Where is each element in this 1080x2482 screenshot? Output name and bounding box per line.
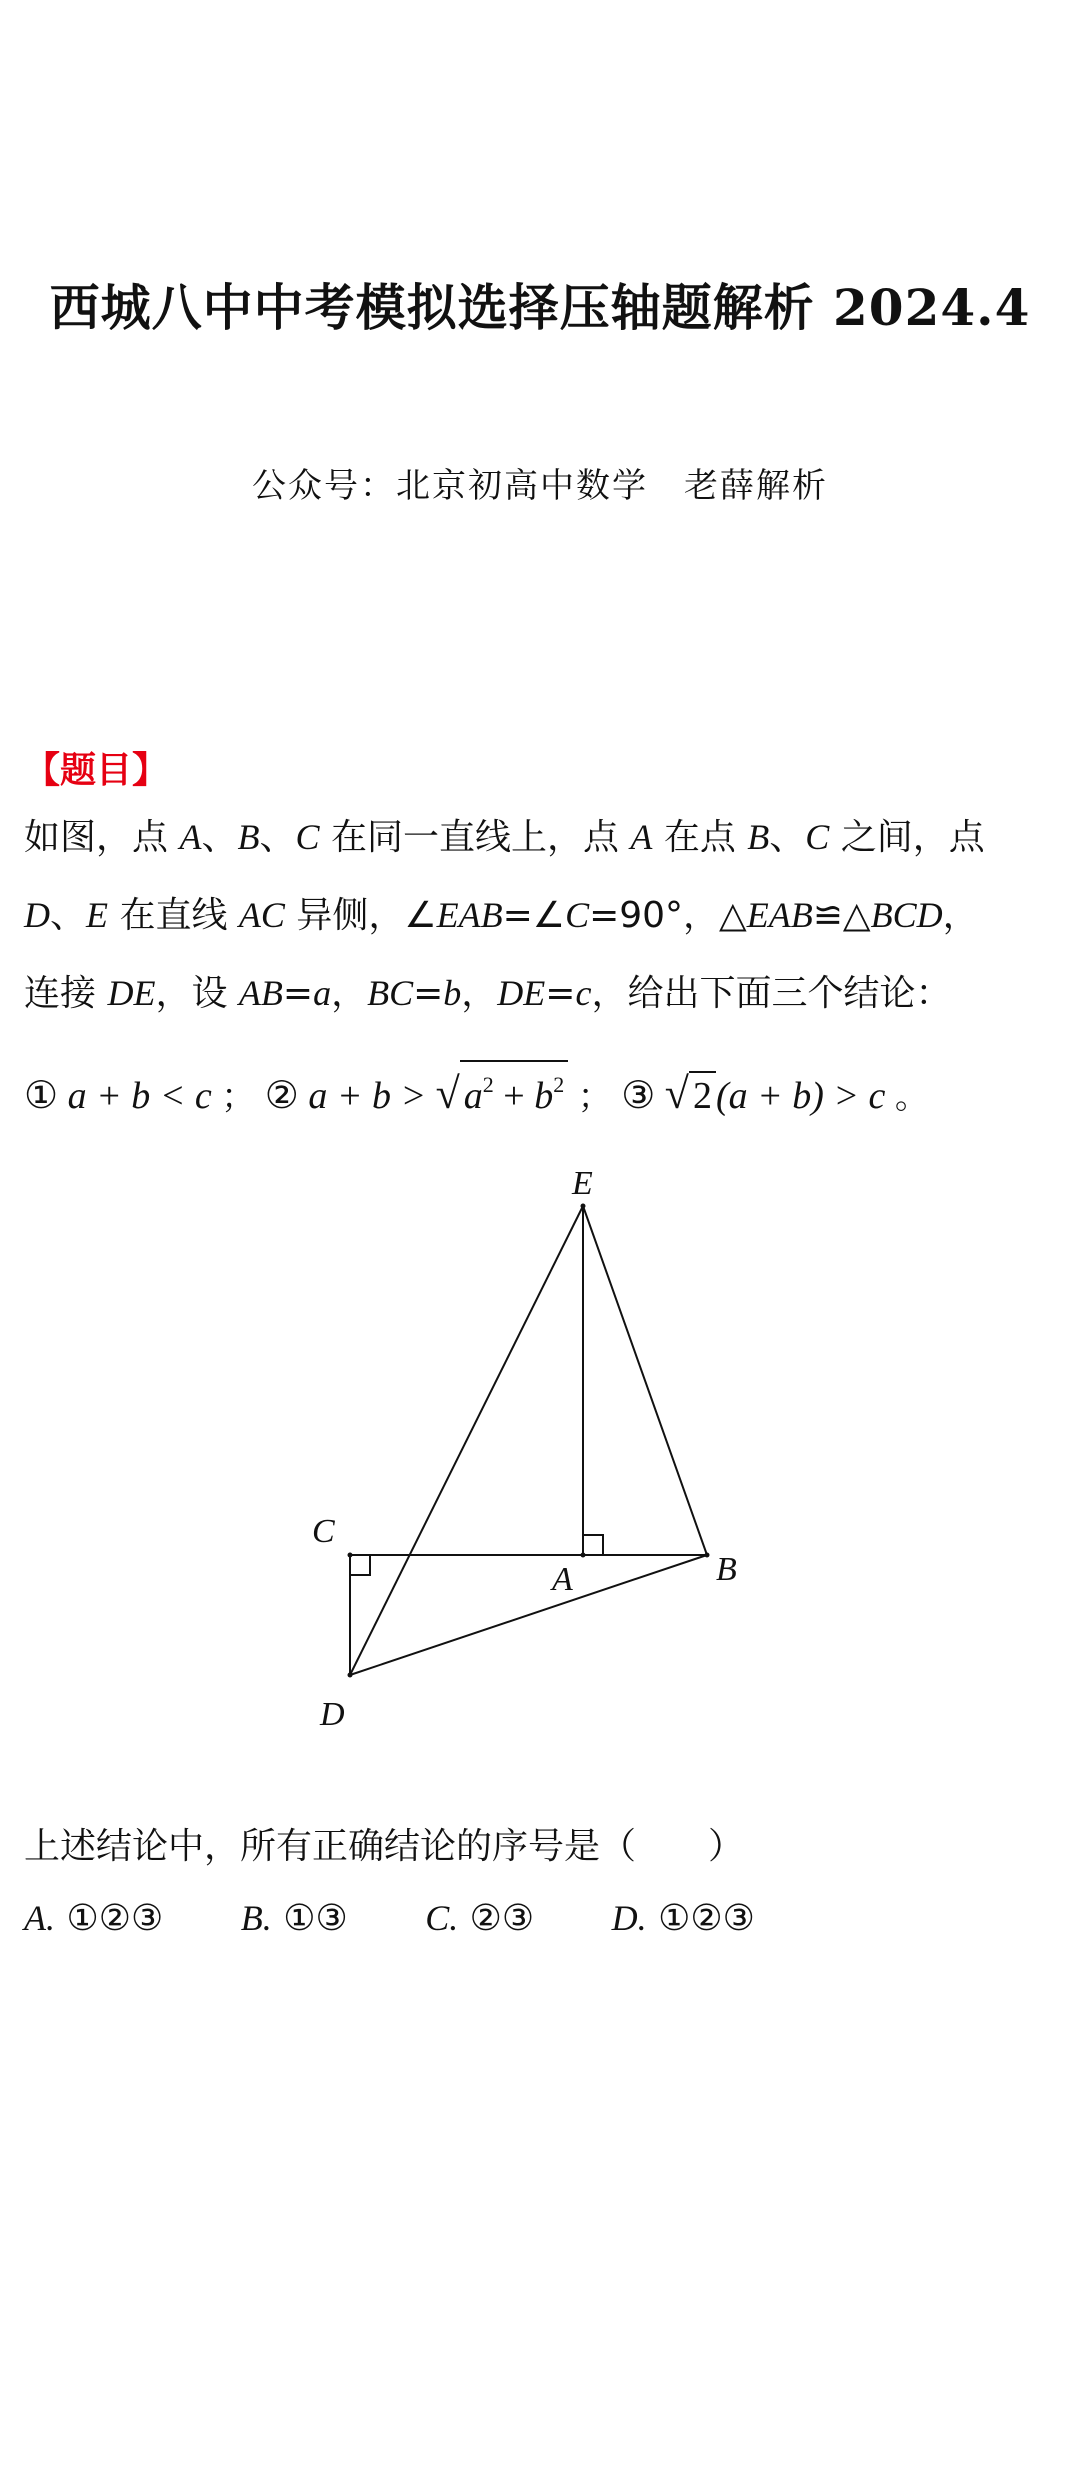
question-text: 上述结论中，所有正确结论的序号是（ ） <box>24 1826 745 1867</box>
page-subtitle: 公众号：北京初高中数学 老薛解析 <box>252 466 828 506</box>
problem-line-1: 如图，点 A、B、C 在同一直线上，点 A 在点 B、C 之间，点 <box>24 817 985 858</box>
sqrt-icon: √ <box>664 1069 689 1118</box>
answer-options <box>24 1897 821 1939</box>
problem-text <box>24 798 1064 1032</box>
conclusion-2-left: a + b > <box>308 1075 427 1117</box>
radicand: 2 <box>689 1071 716 1119</box>
end-mark: 。 <box>894 1077 929 1117</box>
section-label: 【题目】 <box>24 750 169 791</box>
label-B: B <box>716 1551 737 1588</box>
sqrt-icon: √ <box>435 1069 460 1118</box>
label-A: A <box>552 1561 573 1598</box>
label-D: D <box>320 1696 345 1733</box>
option-b[interactable]: B. ①③ <box>240 1898 348 1939</box>
separator: ； <box>221 1077 256 1117</box>
page-title: 西城八中中考模拟选择压轴题解析 2024.4 <box>49 278 1031 337</box>
option-c[interactable]: C. ②③ <box>425 1898 535 1939</box>
problem-line-3: 连接 DE，设 AB=a，BC=b，DE=c，给出下面三个结论： <box>24 973 952 1014</box>
conclusion-3-mark: ③ <box>621 1075 656 1117</box>
conclusions-line <box>24 1060 1064 1119</box>
option-a[interactable]: A. ①②③ <box>24 1898 164 1939</box>
conclusion-2-mark: ② <box>264 1075 299 1117</box>
label-C: C <box>312 1513 335 1550</box>
point-B <box>705 1553 710 1558</box>
label-E: E <box>572 1165 593 1202</box>
radicand: $a^2 + b^2$ <box>460 1060 568 1119</box>
point-E <box>581 1204 586 1209</box>
segment-ED <box>350 1206 583 1675</box>
right-angle-C-icon <box>350 1555 370 1575</box>
sqrt-expression <box>665 1068 716 1119</box>
conclusion-3-rest: (a + b) > c <box>715 1075 886 1117</box>
right-angle-A-icon <box>583 1535 603 1555</box>
separator: ； <box>577 1077 612 1117</box>
point-A <box>581 1553 586 1558</box>
problem-line-2: D、E 在直线 AC 异侧，∠EAB=∠C=90°，△EAB≌△BCD， <box>24 895 979 936</box>
conclusion-1-mark: ① <box>24 1075 59 1117</box>
sqrt-expression <box>436 1060 569 1119</box>
option-d[interactable]: D. ①②③ <box>611 1898 755 1939</box>
point-C <box>348 1553 353 1558</box>
point-D <box>348 1673 353 1678</box>
segment-DB <box>350 1555 707 1675</box>
conclusion-1: a + b < c <box>67 1075 212 1117</box>
geometry-figure <box>280 1160 800 1800</box>
segment-EB <box>583 1206 707 1555</box>
